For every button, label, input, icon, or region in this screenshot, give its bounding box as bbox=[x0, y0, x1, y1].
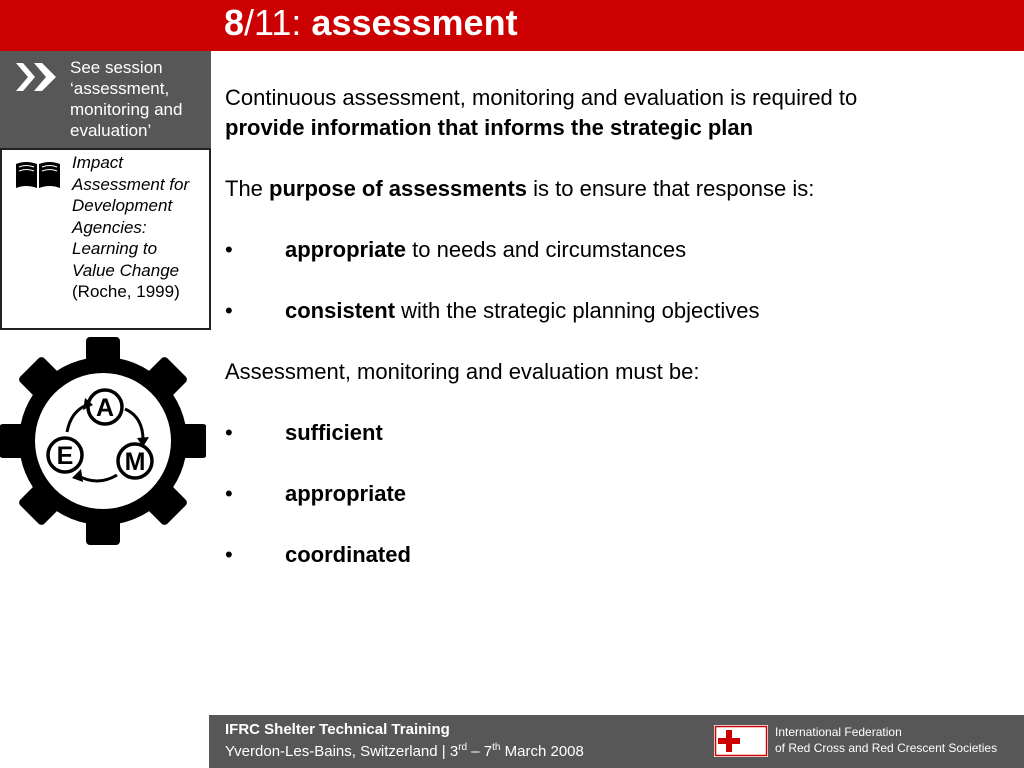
reference-text bbox=[72, 152, 204, 303]
reference-box bbox=[0, 148, 211, 330]
list-item bbox=[225, 418, 1005, 448]
bullet-rest: to needs and circumstances bbox=[406, 237, 687, 262]
gear-letter-m: M bbox=[124, 448, 146, 476]
org-line-1: International Federation bbox=[775, 725, 902, 739]
bullet-bold: sufficient bbox=[285, 420, 383, 445]
intro-text: Continuous assessment, monitoring and evaluation is required to bbox=[225, 85, 858, 110]
list-item bbox=[225, 235, 1005, 265]
gear-letter-e: E bbox=[56, 442, 74, 470]
see-session-text: See session ‘assessment, monitoring and evaluation’ bbox=[70, 58, 183, 140]
ame-heading: Assessment, monitoring and evaluation must be: bbox=[225, 359, 700, 384]
slide-total: /11: bbox=[244, 2, 312, 43]
main-content bbox=[225, 83, 1005, 570]
location-text: Yverdon-Les-Bains, Switzerland | 3 bbox=[225, 743, 459, 760]
slide-number: 8 bbox=[224, 2, 245, 43]
purpose-suffix: is to ensure that response is: bbox=[527, 176, 815, 201]
bullet-icon: • bbox=[225, 298, 233, 323]
bullet-bold: appropriate bbox=[285, 481, 407, 506]
date-end: March 2008 bbox=[500, 743, 584, 760]
list-item bbox=[225, 296, 1005, 326]
intro-paragraph bbox=[225, 83, 1005, 143]
course-title: IFRC Shelter Technical Training bbox=[225, 721, 450, 738]
double-chevron-icon bbox=[14, 59, 60, 95]
date-superscript: rd bbox=[458, 742, 468, 753]
book-icon bbox=[14, 158, 62, 190]
purpose-prefix: The bbox=[225, 176, 270, 201]
bullet-bold: appropriate bbox=[285, 237, 407, 262]
ifrc-emblem-icon bbox=[714, 725, 768, 757]
reference-title: Impact Assessment for Development Agencies: Learning to Value Change bbox=[72, 153, 190, 280]
slide-header bbox=[0, 0, 1024, 51]
see-session-box bbox=[0, 51, 211, 148]
list-item bbox=[225, 540, 1005, 570]
date-superscript: th bbox=[492, 742, 501, 753]
bullet-icon: • bbox=[225, 481, 233, 506]
slide-footer bbox=[209, 715, 1024, 768]
purpose-bold-text: purpose of assessments bbox=[269, 176, 528, 201]
organization-name bbox=[775, 724, 997, 756]
slide-title bbox=[224, 3, 518, 43]
bullet-icon: • bbox=[225, 420, 233, 445]
reference-citation: (Roche, 1999) bbox=[72, 282, 180, 301]
course-location-date bbox=[225, 742, 584, 760]
list-item bbox=[225, 479, 1005, 509]
bullet-bold: consistent bbox=[285, 298, 396, 323]
date-mid: – 7 bbox=[467, 743, 493, 760]
bullet-icon: • bbox=[225, 542, 233, 567]
gear-letter-a: A bbox=[95, 394, 115, 422]
slide-title-text: assessment bbox=[311, 2, 518, 43]
bullet-bold: coordinated bbox=[285, 542, 411, 567]
ame-gear-icon bbox=[0, 336, 206, 546]
bullet-rest: with the strategic planning objectives bbox=[395, 298, 760, 323]
purpose-paragraph bbox=[225, 174, 1005, 204]
intro-bold-text: provide information that informs the strategic plan bbox=[225, 115, 754, 140]
org-line-2: of Red Cross and Red Crescent Societies bbox=[775, 741, 998, 755]
bullet-icon: • bbox=[225, 237, 233, 262]
